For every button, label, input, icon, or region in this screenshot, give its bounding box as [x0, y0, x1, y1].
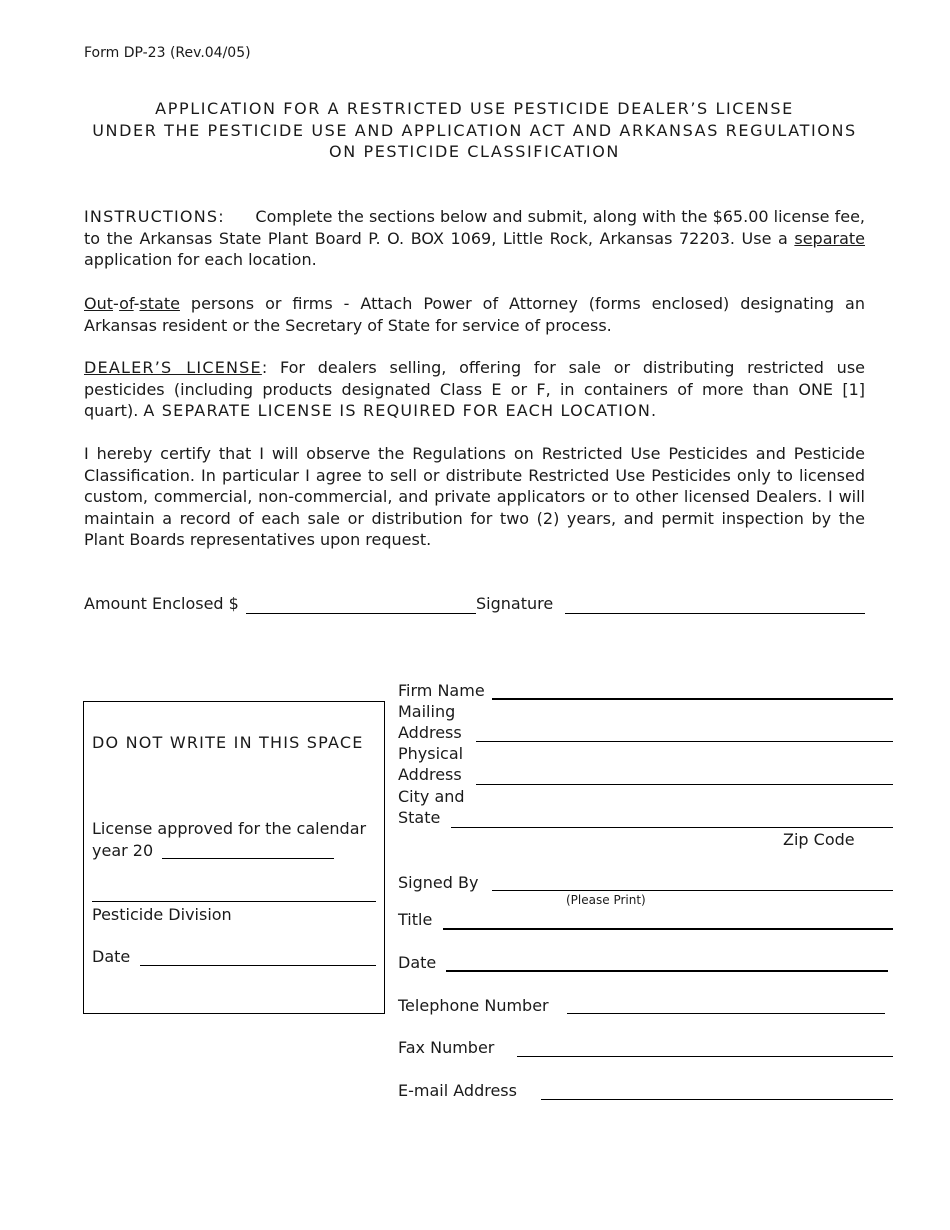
title-line-1: APPLICATION FOR A RESTRICTED USE PESTICIDE DEALER’S LICENSE: [155, 99, 794, 118]
fax-field[interactable]: [517, 1056, 893, 1057]
fax-label: Fax Number: [398, 1038, 495, 1057]
amount-enclosed-field[interactable]: [246, 613, 476, 614]
calendar-year-field[interactable]: [162, 858, 334, 859]
city-state-field[interactable]: [451, 827, 893, 828]
dealers-license-paragraph: [84, 357, 865, 422]
license-approved-label: License approved for the calendar: [92, 819, 367, 838]
firm-name-field[interactable]: [492, 698, 893, 700]
instructions-paragraph: [84, 206, 865, 271]
office-date-label: Date: [92, 947, 131, 966]
form-id: Form DP-23 (Rev.04/05): [84, 45, 251, 61]
date-label: Date: [398, 953, 437, 972]
signature-label: Signature: [476, 594, 554, 613]
date-field[interactable]: [446, 970, 888, 972]
certification-paragraph: I hereby certify that I will observe the Regulations on Restricted Use Pesticides and Pesticide Classification. In particular I agree to sell or distribute Restricted Use Pesticides only to licensed custom, commercial, non-commercial, and private applicators or to other licensed Dealers. I will maintain a record of each sale or distribution for two (2) years, and permit inspection by the Plant Boards representatives upon request.: [84, 444, 865, 549]
out-of-state-paragraph: Out-of-state persons or firms - Attach Power of Attorney (forms enclosed) designating an Arkansas resident or the Secretary of State for service of process.: [84, 294, 865, 335]
title-field[interactable]: [443, 928, 893, 930]
dealers-license-text: : For dealers selling, offering for sale or distributing restricted use pesticides (including products designated Class E or F, in containers of more than ONE [1] quart).: [84, 358, 865, 420]
calendar-year-label: year 20: [92, 841, 154, 860]
office-use-box: [83, 701, 385, 1014]
division-signature-field[interactable]: [92, 901, 376, 902]
physical-address-label-1: Physical: [398, 744, 464, 763]
please-print-note: (Please Print): [566, 893, 646, 907]
city-state-label-1: City and: [398, 787, 465, 806]
city-state-label-2: State: [398, 808, 441, 827]
signed-by-label: Signed By: [398, 873, 479, 892]
office-date-field[interactable]: [140, 965, 376, 966]
amount-enclosed-label: Amount Enclosed $: [84, 594, 239, 613]
email-label: E-mail Address: [398, 1081, 517, 1100]
mailing-address-label-2: Address: [398, 723, 462, 742]
instructions-text: Complete the sections below and submit, along with the $65.00 license fee, to the Arkansas State Plant Board P. O. BOX 1069, Little Rock, Arkansas 72203. Use a: [84, 207, 866, 248]
dealers-license-heading: DEALER’S LICENSE: [84, 358, 262, 377]
instructions-text-end: application for each location.: [84, 250, 317, 269]
title-label: Title: [398, 910, 433, 929]
physical-address-field[interactable]: [476, 784, 893, 785]
pesticide-division-label: Pesticide Division: [92, 905, 232, 924]
title-line-3: ON PESTICIDE CLASSIFICATION: [329, 142, 620, 161]
do-not-write-heading: DO NOT WRITE IN THIS SPACE: [92, 733, 364, 752]
state-word: state: [139, 294, 180, 313]
separate-license-notice: A SEPARATE LICENSE IS REQUIRED FOR EACH LOCATION.: [143, 401, 658, 420]
telephone-label: Telephone Number: [398, 996, 549, 1015]
zip-code-label: Zip Code: [783, 830, 855, 849]
mailing-address-field[interactable]: [476, 741, 893, 742]
signed-by-field[interactable]: [492, 890, 893, 891]
title-line-2: UNDER THE PESTICIDE USE AND APPLICATION ACT AND ARKANSAS REGULATIONS: [92, 120, 857, 140]
email-field[interactable]: [541, 1099, 893, 1100]
separate-emphasis: separate: [794, 228, 865, 248]
firm-name-label: Firm Name: [398, 681, 485, 700]
out-word: Out: [84, 294, 114, 313]
telephone-field[interactable]: [567, 1013, 885, 1014]
form-title: [84, 98, 865, 163]
out-of-state-text: persons or firms - Attach Power of Attorney (forms enclosed) designating an Arkansas resident or the Secretary of State for service of process.: [84, 294, 865, 335]
mailing-address-label-1: Mailing: [398, 702, 456, 721]
of-word: of: [119, 294, 134, 313]
instructions-heading: INSTRUCTIONS:: [84, 207, 225, 226]
signature-field[interactable]: [565, 613, 865, 614]
physical-address-label-2: Address: [398, 765, 462, 784]
